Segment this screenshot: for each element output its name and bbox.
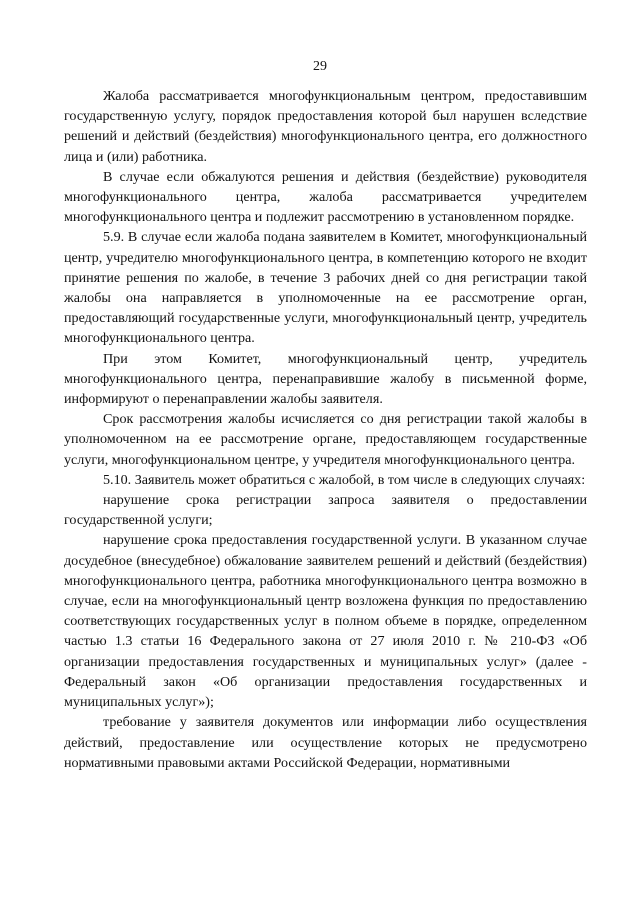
paragraph-head-complaint: В случае если обжалуются решения и действия (бездействие) руководителя многофункционального центра, жалоба рассматривается учредителем многофункционального центра и подлежит рассмотрению в установленном порядке. [64,168,587,226]
paragraph-review-term: Срок рассмотрения жалобы исчисляется со дня регистрации такой жалобы в уполномоченном на ее рассмотрение органе, предоставляющем государственные услуги, многофункциональном центре, у учредителя многофункционального центра. [64,411,587,468]
page-number: 29 [313,59,327,74]
paragraph-redirect-notice: При этом Комитет, многофункциональный центр, учредитель многофункционального центра, перенаправившие жалобу в письменной форме, информируют о перенаправлении жалобы заявителя. [64,350,587,408]
list-item-service-term-violation: нарушение срока предоставления государственной услуги. В указанном случае досудебное (внесудебное) обжалование заявителем решений и действий (бездействия) многофункционального центра, работника многофункционального центра возможно в случае, если на многофункциональный центр возложена функция по предоставлению соответствующих государственных услуг в полном объеме в порядке, определенном частью 1.3 статьи 16 Федерального закона от 27 июля 2010 г. № 210-ФЗ «Об организации предоставления государственных и муниципальных услуг» (далее - Федеральный закон «Об организации предоставления государственных и муниципальных услуг»); [64,532,587,711]
list-item-document-requirement: требование у заявителя документов или информации либо осуществления действий, предоставление или осуществление которых не предусмотрено нормативными правовыми актами Российской Федерации, нормативными [64,714,587,771]
document-body [64,86,587,773]
paragraph-5-10: 5.10. Заявитель может обратиться с жалобой, в том числе в следующих случаях: [103,471,586,488]
list-item-registration-violation: нарушение срока регистрации запроса заявителя о предоставлении государственной услуги; [64,492,587,529]
paragraph-5-9: 5.9. В случае если жалоба подана заявителем в Комитет, многофункциональный центр, учредителю многофункционального центра, в компетенцию которого не входит принятие решения по жалобе, в течение 3 рабочих дней со дня регистрации такой жалобы она направляется в уполномоченные на ее рассмотрение орган, предоставляющий государственные услуги, многофункциональный центр, учредитель многофункционального центра. [64,229,587,347]
paragraph-complaint-review: Жалоба рассматривается многофункциональным центром, предоставившим государственную услугу, порядок предоставления которой был нарушен вследствие решений и действий (бездействия) многофункционального центра, его должностного лица и (или) работника. [64,88,587,165]
